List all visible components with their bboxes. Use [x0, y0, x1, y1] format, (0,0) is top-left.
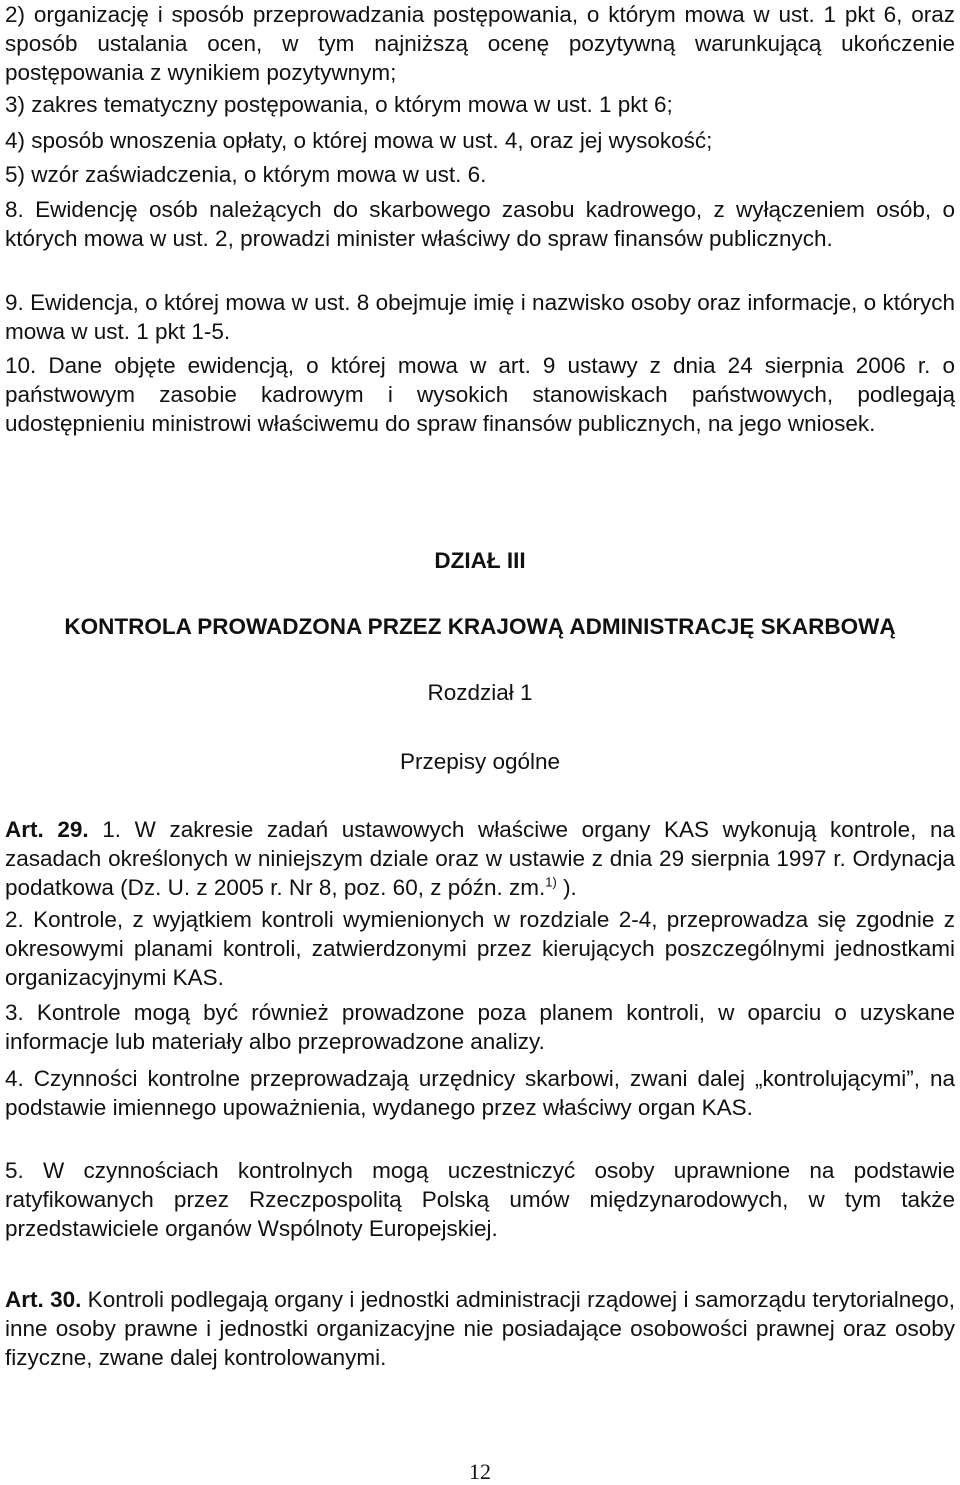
article-29-p1-end: ). — [556, 875, 577, 900]
article-30 — [5, 1285, 955, 1372]
article-30-label: Art. 30. — [5, 1287, 82, 1312]
paragraph-item-4: 4) sposób wnoszenia opłaty, o której mowa w ust. 4, oraz jej wysokość; — [5, 128, 713, 153]
chapter-title: Przepisy ogólne — [399, 749, 561, 774]
footnote-marker: 1) — [545, 874, 557, 890]
chapter-label: Rozdział 1 — [427, 680, 533, 705]
division-label: DZIAŁ III — [434, 548, 526, 573]
paragraph-section-10: 10. Dane objęte ewidencją, o której mowa w art. 9 ustawy z dnia 24 sierpnia 2006 r. o państwowym zasobie kadrowym i wysokich stanowiskach państwowych, podlegają udostępnieniu ministrowi właściwemu do spraw finansów publicznych, na jego wniosek. — [5, 353, 955, 436]
paragraph-section-8: 8. Ewidencję osób należących do skarbowego zasobu kadrowego, z wyłączeniem osób, o których mowa w ust. 2, prowadzi minister właściwy do spraw finansów publicznych. — [5, 197, 955, 251]
article-29-paragraph-1 — [5, 815, 955, 902]
paragraph-item-2: 2) organizację i sposób przeprowadzania postępowania, o którym mowa w ust. 1 pkt 6, oraz sposób ustalania ocen, w tym najniższą ocenę pozytywną warunkującą ukończenie postępowania z wynikiem pozytywnym; — [5, 2, 955, 85]
article-29-paragraph-4: 4. Czynności kontrolne przeprowadzają urzędnicy skarbowi, zwani dalej „kontrolującymi”, na podstawie imiennego upoważnienia, wydanego przez właściwy organ KAS. — [5, 1066, 955, 1120]
article-30-text: Kontroli podlegają organy i jednostki administracji rządowej i samorządu terytorialnego, inne osoby prawne i jednostki organizacyjne nie posiadające osobowości prawnej oraz osoby fizyczne, zwane dalej kontrolowanymi. — [5, 1287, 956, 1370]
paragraph-item-5: 5) wzór zaświadczenia, o którym mowa w ust. 6. — [5, 162, 487, 187]
division-title: KONTROLA PROWADZONA PRZEZ KRAJOWĄ ADMINISTRACJĘ SKARBOWĄ — [64, 614, 896, 639]
paragraph-section-9: 9. Ewidencja, o której mowa w ust. 8 obejmuje imię i nazwisko osoby oraz informacje, o których mowa w ust. 1 pkt 1-5. — [5, 290, 955, 344]
article-29-label: Art. 29. — [5, 817, 89, 842]
article-29-p1-text: 1. W zakresie zadań ustawowych właściwe organy KAS wykonują kontrole, na zasadach określonych w niniejszym dziale oraz w ustawie z dnia 29 sierpnia 1997 r. Ordynacja podatkowa (Dz. U. z 2005 r. Nr 8, poz. 60, z późn. zm. — [5, 817, 955, 900]
article-29-paragraph-2: 2. Kontrole, z wyjątkiem kontroli wymienionych w rozdziale 2-4, przeprowadza się zgodnie z okresowymi planami kontroli, zatwierdzonymi przez kierujących poszczególnymi jednostkami organizacyjnymi KAS. — [5, 907, 955, 990]
paragraph-item-3: 3) zakres tematyczny postępowania, o którym mowa w ust. 1 pkt 6; — [5, 92, 673, 117]
article-29-paragraph-3: 3. Kontrole mogą być również prowadzone poza planem kontroli, w oparciu o uzyskane informacje lub materiały albo przeprowadzone analizy. — [5, 1000, 955, 1054]
page-number: 12 — [469, 1459, 491, 1484]
article-29-paragraph-5: 5. W czynnościach kontrolnych mogą uczestniczyć osoby uprawnione na podstawie ratyfikowanych przez Rzeczpospolitą Polską umów międzynarodowych, w tym także przedstawiciele organów Wspólnoty Europejskiej. — [5, 1158, 955, 1241]
